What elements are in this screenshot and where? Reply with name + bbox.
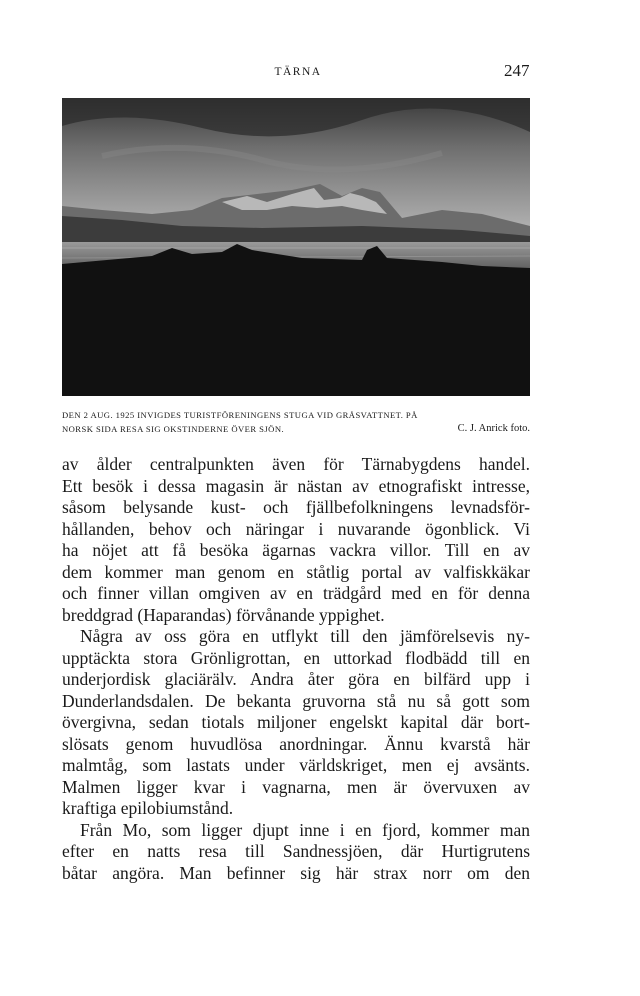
text-line: Några av oss göra en utflykt till den jämförelsevis ny- (80, 626, 530, 646)
text-line: av ålder centralpunkten även för Tärnabygdens handel. (62, 454, 530, 474)
text-line: såsom belysande kust- och fjällbefolkningens levnadsför- (62, 497, 530, 517)
page-number: 247 (504, 61, 530, 80)
text-line: efter en natts resa till Sandnessjöen, där Hurtigrutens (62, 841, 530, 861)
photo-caption (62, 408, 530, 436)
text-line: upptäckta stora Grönligrottan, en uttorkad flodbädd till en (62, 647, 530, 668)
caption-line: DEN 2 AUG. 1925 INVIGDES TURISTFÖRENINGENS STUGA VID GRÅSVATTNET. PÅ (62, 410, 418, 420)
text-line: dem kommer man genom en ståtlig portal av valfiskkäkar (62, 561, 530, 582)
landscape-photo (62, 98, 530, 396)
text-line: Dunderlandsdalen. De bekanta gruvorna stå nu så gott som (62, 690, 530, 711)
photo-credit: C. J. Anrick foto. (457, 423, 530, 434)
text-line: ha nöjet att få besöka ägarnas vackra villor. Till en av (62, 540, 530, 560)
text-line: Malmen ligger kvar i vagnarna, men är övervuxen av (62, 776, 530, 797)
text-line: underjordisk glaciärälv. Andra åter göra en bilfärd upp i (62, 669, 530, 689)
text-line: och finner villan omgiven av en trädgård med en för denna (62, 583, 530, 603)
text-line: kraftiga epilobiumstånd. (62, 798, 234, 818)
text-line: övergivna, sedan tiotals miljoner engelskt kapital där bort- (62, 712, 530, 732)
running-title: TÄRNA (274, 66, 322, 78)
text-line: hållanden, behov och näringar i nuvarande ögonblick. Vi (62, 518, 530, 539)
caption-line: NORSK SIDA RESA SIG OKSTINDERNE ÖVER SJÖN. C. J. Anrick foto. (62, 423, 530, 434)
body-text (62, 454, 530, 884)
text-line: malmtåg, som lastats under världskriget, men ej avsänts. (62, 755, 530, 775)
text-line: slösats genom huvudlösa anordningar. Ännu kvarstå här (62, 733, 530, 754)
text-line: Från Mo, som ligger djupt inne i en fjord, kommer man (80, 819, 530, 840)
text-line: båtar angöra. Man befinner sig här strax norr om den (62, 862, 530, 883)
text-line: Ett besök i dessa magasin är nästan av etnografiskt intresse, (62, 475, 530, 496)
text-line: breddgrad (Haparandas) förvånande yppighet. (62, 604, 385, 625)
